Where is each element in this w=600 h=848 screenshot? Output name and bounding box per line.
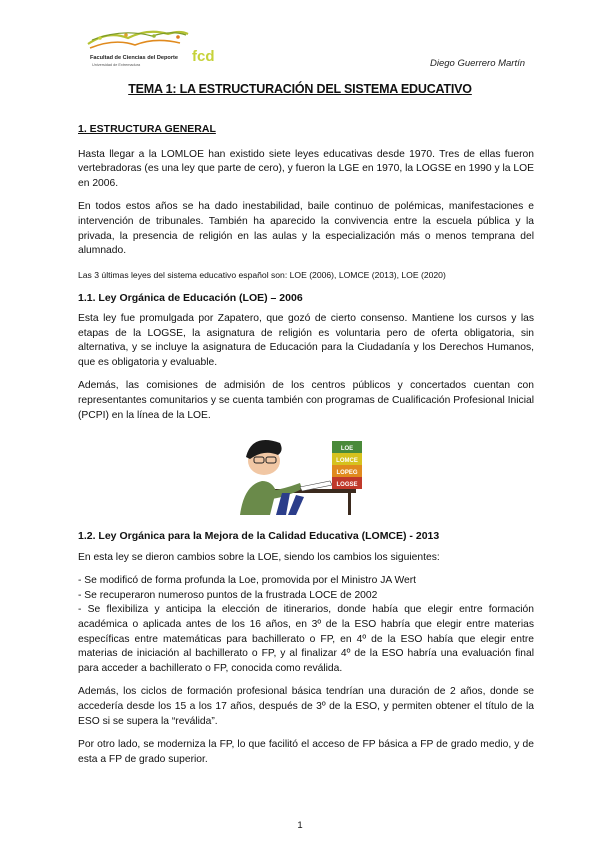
student-figure (240, 440, 304, 515)
page-title: TEMA 1: LA ESTRUCTURACIÓN DEL SISTEMA EDUCATIVO (128, 82, 472, 96)
book-label: LOGSE (336, 482, 358, 489)
logo-text-sub: Universidad de Extremadura (92, 63, 141, 67)
section-heading-loe: 1.1. Ley Orgánica de Educación (LOE) – 2006 (78, 292, 303, 305)
list-item: - Se modificó de forma profunda la Loe, promovida por el Ministro JA Wert (78, 575, 417, 587)
paragraph: Hasta llegar a la LOMLOE han existido siete leyes educativas desde 1970. Tres de ellas fueron vertebradoras (es una ley que parte de cero), y fueron la LGE en 1970, la LOGSE en 1990 y la LOE en 2006. (78, 148, 534, 189)
paragraph: Además, las comisiones de admisión de los centros públicos y concertados cuentan con representantes comunitarios y se cuenta también con programas de Cualificación Profesional Inicial (PCPI) en la línea de la LOE. (78, 380, 534, 421)
desk-leg (348, 493, 351, 515)
logo-text-main: Facultad de Ciencias del Deporte (90, 55, 178, 61)
changes-list (78, 574, 534, 676)
book-label: LOMCE (336, 458, 358, 465)
note-line: Las 3 últimas leyes del sistema educativo español son: LOE (2006), LOMCE (2013), LOE (2020) (78, 269, 446, 280)
student-with-books-illustration (226, 431, 386, 517)
section-heading-lomce: 1.2. Ley Orgánica para la Mejora de la Calidad Educativa (LOMCE) - 2013 (78, 530, 440, 543)
author-name: Diego Guerrero Martín (430, 58, 526, 69)
paragraph: Además, los ciclos de formación profesional básica tendrían una duración de 2 años, donde se accedería desde los 15 a los 17 años, después de 3º de la ESO, y permiten obtener el título de la ESO si se supera la “reválida”. (78, 686, 534, 727)
section-heading-estructura-general: 1. ESTRUCTURA GENERAL (78, 123, 216, 135)
list-item: - Se recuperaron numeroso puntos de la frustrada LOCE de 2002 (78, 589, 378, 601)
faculty-logo (78, 30, 228, 70)
paragraph: Esta ley fue promulgada por Zapatero, que gozó de cierto consenso. Mantiene los cursos y las etapas de la LOGSE, la asignatura de religión es voluntaria pero de oferta obligatoria, sin alternativa, y se incluye la asignatura de Educación para la Ciudadanía y los Derechos Humanos, que es obligatoria y evaluable. (78, 312, 534, 368)
paragraph: En esta ley se dieron cambios sobre la LOE, siendo los cambios los siguientes: (78, 551, 440, 563)
logo-badge: fcd (192, 48, 215, 65)
paragraph: Por otro lado, se moderniza la FP, lo que facilitó el acceso de FP básica a FP de grado medio, y de esta a FP de grado superior. (78, 739, 534, 765)
list-item: - Se flexibiliza y anticipa la elección de itinerarios, donde había que elegir entre formación académica o aplicada antes de los 16 años, en 3º de la ESO habría que elegir entre materias específicas entre matemáticas para bachillerato o FP, en 4º de la ESO había que elegir entre materias de iniciación al bachillerato o FP, y al finalizar 4º de la ESO habría una evaluación final para acceder a bachillerato o FP, conocida como reválida. (78, 604, 534, 674)
logo-runner-figures (88, 32, 188, 48)
book-label: LOE (340, 446, 354, 453)
book-label: LOPEG (336, 470, 358, 477)
page-number: 1 (297, 820, 303, 831)
document-body (78, 122, 534, 767)
paragraph: En todos estos años se ha dado inestabilidad, baile continuo de polémicas, manifestaciones e intervención de tribunales. También ha aparecido la convivencia entre la escuela pública y la privada, la presencia de religión en las aulas y la especialización más o menos temprana del alumnado. (78, 201, 534, 257)
book-stack (332, 441, 362, 489)
